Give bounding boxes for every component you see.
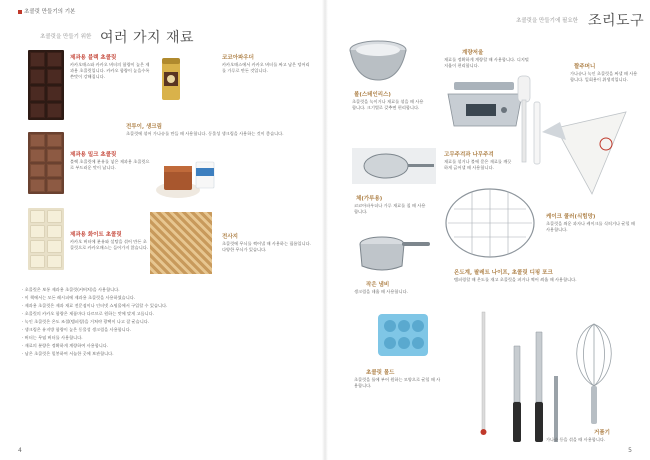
tools-title: 온도계, 팔레트 나이프, 초콜릿 디핑 포크 [454,270,553,276]
chocolate-mold-title: 초콜릿 몰드 [366,370,395,376]
spatula-image [514,72,544,168]
white-chocolate-desc: 카카오 버터에 분유와 설탕을 섞어 만든 초콜릿으로 카카오매스는 들어가지 않습니다. [70,239,149,251]
transfer-sheet-desc: 초콜릿에 무늬를 찍어낼 때 사용하는 필름입니다. 다양한 무늬가 있습니다. [222,241,311,253]
note-item: · 제과용 초콜릿은 제과 재료 전문점이나 인터넷 쇼핑몰에서 구입할 수 있습니다. [22,302,312,310]
fresh-cream-desc: 초콜릿에 섞어 가나슈를 만들 때 사용합니다. 동물성 생크림을 사용하는 것이 좋습니다. [126,131,284,136]
milk-chocolate-title: 제과용 밀크 초콜릿 [70,152,117,158]
bullet-square-icon [18,10,22,14]
left-page [0,0,324,460]
scale-desc: 재료를 정확하게 계량할 때 사용합니다. 디지털 저울이 편리합니다. [444,57,529,69]
series-label: 초콜릿 만들기의 기본 [18,7,75,15]
small-pot-title: 작은 냄비 [366,282,390,288]
right-page [326,0,650,460]
spatula-desc: 재료를 섞거나 볼에 묻은 재료를 깨끗하게 긁어낼 때 사용합니다. [444,159,512,171]
milk-chocolate-desc: 블랙 초콜릿에 분유를 넣은 제과용 초콜릿으로 부드러운 맛이 납니다. [70,159,150,171]
cocoa-powder-title: 코코아파우더 [222,55,254,61]
fresh-cream-title: 전투이, 생크림 [126,124,162,130]
white-chocolate-image [28,208,64,270]
white-chocolate-title: 제과용 화이트 초콜릿 [70,232,122,238]
right-title-big: 조리도구 [588,13,645,29]
page-number-left: 4 [18,447,22,454]
chocolate-mold-desc: 초콜릿을 틀에 부어 원하는 모양으로 굳힐 때 사용합니다. [354,377,441,389]
whisk-title: 거품기 [594,430,610,436]
bowl-image [346,34,410,84]
small-pot-image [356,228,432,274]
milk-chocolate-image [28,132,64,194]
page-number-right: 5 [628,447,632,454]
note-item: · 재료의 분량은 정확하게 계량하여 사용합니다. [22,342,312,350]
cocoa-powder-desc: 카카오매스에서 카카오 버터를 짜고 남은 덩어리를 가루로 만든 것입니다. [222,62,310,74]
spatula-title: 고무주걱과 나무주걱 [444,152,494,158]
note-item: · 초콜릿은 보통 제과용 초콜릿(커버처)을 사용합니다. [22,286,312,294]
dark-chocolate-desc: 카카오매스와 카카오 버터의 함량이 높은 제과용 초콜릿입니다. 카카오 함량이 높을수록 쓴맛이 강해집니다. [70,62,150,80]
tools-desc: 템퍼링할 때 온도를 재고 초콜릿을 펴거나 찍어 씌울 때 사용합니다. [454,277,577,282]
right-title-small: 초콜릿을 만들기에 필요한 [516,18,578,24]
cooling-rack-title: 케이크 쿨러(식힘망) [546,214,596,220]
thermometer-knife-fork-image [454,306,574,448]
dark-chocolate-image [28,50,64,120]
small-pot-desc: 생크림을 데울 때 사용합니다. [354,289,408,294]
notes-list [22,286,312,358]
cooling-rack-desc: 초콜릿을 씌운 과자나 케이크를 식히거나 굳힐 때 사용합니다. [546,221,635,233]
left-title-big: 여러 가지 재료 [100,30,195,46]
piping-bag-image [536,102,640,198]
note-item: · 이 책에서는 모든 레시피에 제과용 초콜릿을 사용하였습니다. [22,294,312,302]
note-item: · 녹인 초콜릿은 온도 조절(템퍼링)을 거쳐야 광택이 나고 잘 굳습니다. [22,318,312,326]
note-item: · 버터는 무염 버터를 사용합니다. [22,334,312,342]
fresh-cream-image [152,150,216,202]
chocolate-mold-image [376,312,430,358]
scale-title: 계량저울 [462,50,484,56]
note-item: · 생크림은 유지방 함량이 높은 동물성 생크림을 사용합니다. [22,326,312,334]
piping-bag-desc: 가나슈나 녹인 초콜릿을 짜낼 때 사용합니다. 일회용이 위생적입니다. [570,71,638,83]
sieve-image [348,144,440,188]
note-item: · 남은 초콜릿은 밀봉하여 서늘한 곳에 보관합니다. [22,350,312,358]
transfer-sheet-image [150,212,212,274]
bowl-title: 볼(스테인리스) [354,92,391,98]
sieve-desc: 코코아파우더나 가루 재료를 칠 때 사용합니다. [354,203,426,215]
bowl-desc: 초콜릿을 녹이거나 재료를 섞을 때 사용합니다. 크기별로 갖추면 편리합니다. [352,99,424,111]
whisk-desc: 가나슈 등을 섞을 때 사용합니다. [546,437,606,442]
cocoa-powder-image [160,56,182,102]
transfer-sheet-title: 전사지 [222,234,238,240]
note-item: · 초콜릿의 카카오 함량은 제품마다 다르므로 원하는 맛에 맞게 고릅니다. [22,310,312,318]
sieve-title: 체(가루용) [356,196,383,202]
whisk-image [564,320,624,428]
dark-chocolate-title: 제과용 블랙 초콜릿 [70,55,117,61]
piping-bag-title: 짤주머니 [574,64,596,70]
left-title-small: 초콜릿을 만들기 위한 [40,34,92,40]
cooling-rack-image [442,184,538,262]
